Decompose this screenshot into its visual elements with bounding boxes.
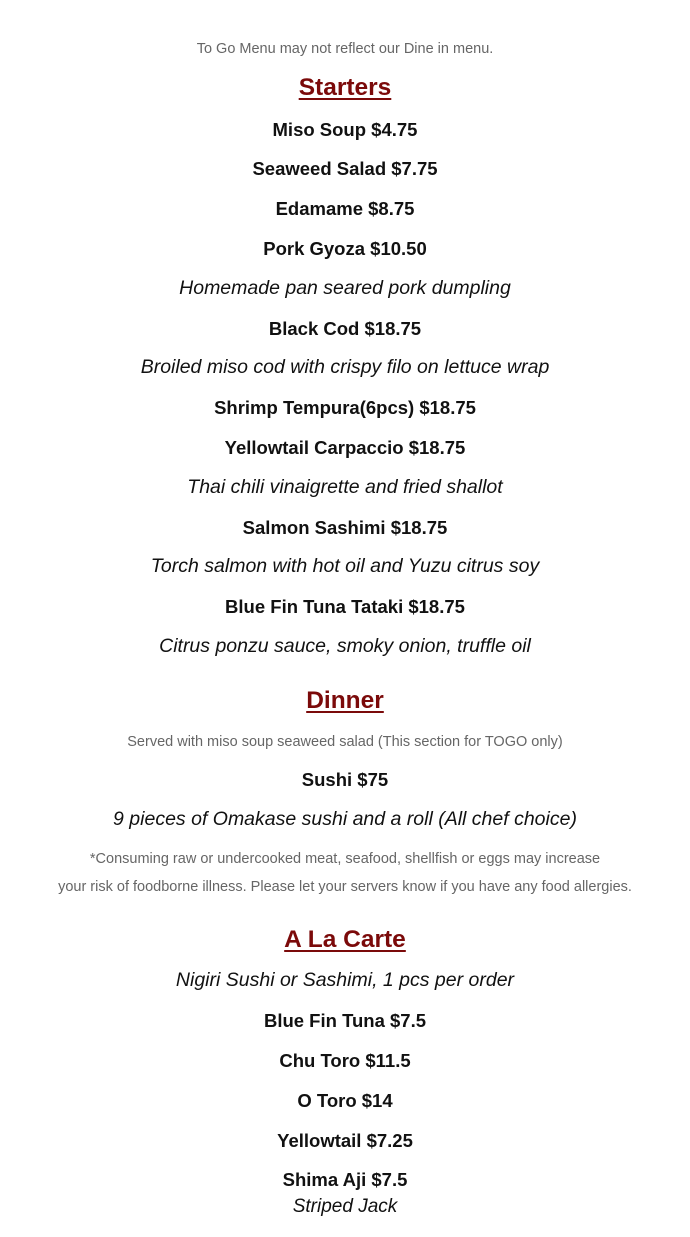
menu-item-yellowtail-carpaccio: Yellowtail Carpaccio $18.75	[224, 437, 466, 458]
menu-item-description: Citrus ponzu sauce, smoky onion, truffle oil	[159, 635, 531, 657]
menu-item-salmon-sashimi: Salmon Sashimi $18.75	[242, 517, 448, 538]
a-la-carte-subtitle: Nigiri Sushi or Sashimi, 1 pcs per order	[175, 969, 515, 991]
menu-item-description: Homemade pan seared pork dumpling	[179, 277, 511, 299]
menu-item-sushi: Sushi $75	[301, 769, 389, 790]
menu-item-chu-toro: Chu Toro $11.5	[279, 1050, 411, 1071]
dinner-heading: Dinner	[306, 687, 384, 714]
a-la-carte-heading: A La Carte	[284, 926, 406, 953]
dinner-note: Served with miso soup seaweed salad (This section for TOGO only)	[127, 734, 563, 750]
menu-item-description: Striped Jack	[292, 1196, 398, 1217]
menu-item-edamame: Edamame $8.75	[275, 198, 415, 219]
menu-item-description: 9 pieces of Omakase sushi and a roll (All chef choice)	[113, 808, 577, 830]
menu-item-seaweed-salad: Seaweed Salad $7.75	[252, 158, 438, 179]
menu-item-yellowtail: Yellowtail $7.25	[277, 1130, 413, 1151]
intro-note: To Go Menu may not reflect our Dine in menu.	[196, 41, 494, 57]
menu-item-blue-fin-tuna: Blue Fin Tuna $7.5	[263, 1010, 427, 1031]
menu-item-black-cod: Black Cod $18.75	[268, 318, 422, 339]
menu-item-o-toro: O Toro $14	[297, 1090, 393, 1111]
menu-item-blue-fin-tuna-tataki: Blue Fin Tuna Tataki $18.75	[225, 596, 465, 617]
menu-item-description: Torch salmon with hot oil and Yuzu citrus soy	[150, 555, 540, 577]
menu-item-description: Broiled miso cod with crispy filo on lettuce wrap	[140, 356, 550, 378]
food-warning-line-2: your risk of foodborne illness. Please let your servers know if you have any food allergies.	[58, 879, 632, 895]
menu-item-description: Thai chili vinaigrette and fried shallot	[187, 476, 503, 498]
menu-item-shrimp-tempura: Shrimp Tempura(6pcs) $18.75	[214, 397, 476, 418]
menu-item-pork-gyoza: Pork Gyoza $10.50	[263, 238, 427, 259]
menu-item-miso-soup: Miso Soup $4.75	[272, 119, 418, 140]
menu-item-shima-aji: Shima Aji $7.5	[282, 1169, 408, 1190]
starters-heading: Starters	[298, 74, 392, 101]
food-warning-line-1: *Consuming raw or undercooked meat, seafood, shellfish or eggs may increase	[89, 851, 601, 867]
